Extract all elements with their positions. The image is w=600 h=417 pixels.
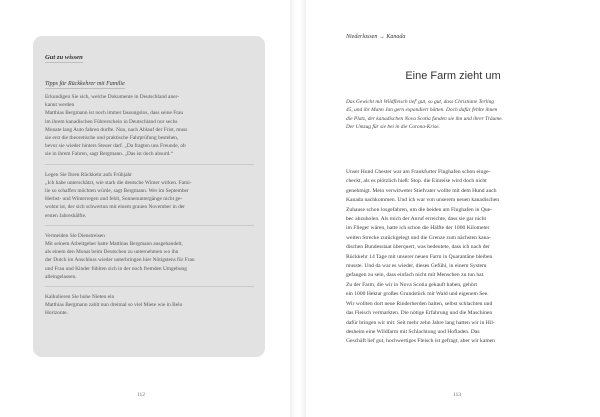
right-page [306,0,600,417]
text-line: Vermeiden Sie Dienstreisen [45,232,105,239]
text-line: Herbst- und Winterregen und fehlt, Sonnenuntergänge nicht ge- [45,196,183,203]
text-line: alleingelassen. [45,273,77,280]
info-box-heading: Gut zu wissen [45,54,83,61]
text-line: sie erst die theoretische und praktische Fahrprüfung bestehen, [45,135,179,142]
info-section [45,171,254,226]
running-head: Niederlassen → Kanada [346,34,406,40]
body-line: Zu der Farm, die wir in Nova Scotia gekauft haben, gehört [346,281,478,288]
info-section-text [45,93,254,159]
info-box-sections [45,72,254,323]
text-line: Legen Sie Ihren Rückkehr aufs Frühjahr [45,171,132,178]
body-line: Rückkehr 14 Tage mit unserer neuen Farm in Quarantäne bleiben [346,253,493,260]
body-line: musste. Und da war es wieder, dieses Gefühl, in einem System [346,263,487,270]
text-line: im ihrem kanadischen Führerschein in Deutschland nur sechs [45,118,178,125]
body-line: checkt, als es plötzlich hieß: Stop. die Einreise wird doch nicht [346,178,487,185]
text-line: und Frau und Kinder fühlten sich in der noch fremden Umgebung [45,265,187,272]
text-line: kannt werden [45,102,75,109]
body-line: genehmigt. Mein verwitweter Stiefvater wollte mit dem Hund auch [346,187,497,194]
body-text [346,168,568,347]
body-line: desheim eine Wildfarm mit Schlachtung und Hofladen. Das [346,328,480,335]
page-number-right: 113 [453,392,462,398]
info-box [33,36,265,357]
text-line: bevor sie wieder hinters Steuer darf. „Da fragten uns Freunde, ob [45,143,186,150]
text-line: wohnt ist, der sich schwertun mit einem grauen November in der [45,204,185,211]
text-line: Matthias Bergmann ist noch immer fassungslos, dass seine Frau [45,110,184,117]
info-section [45,72,254,165]
body-line: Zuhause schon losgefahren, um die beiden am Flughafen in Que- [346,206,493,213]
text-line: ersten Jahreshälfte. [45,212,87,219]
text-line: Erkundigen Sie sich, welche Dokumente in Deutschland aner- [45,94,180,100]
book-gutter [290,0,306,417]
body-line: dafür bringen wir mit: Seit mehr zehn Jahre lang hatten wir in Hil- [346,319,495,326]
text-line: „Ich habe unterschätzt, wie stark die deutsche Winter wirken. Fami- [45,179,192,186]
text-line: lie so schaffen möchten würde, sagt Bergmann. Wer im September [45,188,189,195]
left-page [0,0,290,417]
lead-line: die Platz, der kanadischen Nova Scotia fanden sie ihn und ihrer Träume. [346,115,503,122]
body-line: ein 1000 Hektar großes Grundstück mit Wald und eigenem See. [346,291,489,298]
body-line: Kanada nachkommen. Und ich war von unserem neuen kanadischen [346,197,499,204]
body-line: bec abzuholen. Als mich der Anruf erreichte, dass sie gar nicht [346,216,487,223]
info-section-title: Tipps für Rückkehrer mit Familie [45,81,125,87]
text-line: Kalkulieren Sie hohe Nieten ein [45,294,115,301]
body-line: das Fleisch vermarkten. Die nötige Erfahrung und die Maschinen [346,310,493,317]
info-section-text [45,171,254,220]
info-section [45,293,254,323]
body-line: Geschäft lief gut, hochwertiges Fleisch ist gefragt, aber wir kamen [346,338,495,345]
body-line: dischen Bundesstaat überquert, was bedeutete, dass ich nach der [346,244,490,251]
text-line: der Dutch im Anschluss wieder unterbringen hier Nötigstens für Frau [45,257,195,264]
text-line: sie in ihrem Fahren, sagt Bergmann. „Das ist doch absurd.“ [45,151,174,158]
lead-line: Das Gewicht mit Wildfleisch tief' gut, so gut, dass Christiane Terling [346,99,495,105]
info-section-text [45,232,254,281]
text-line: Monate lang Auto fahren durfte. Nun, nach Ablauf der Frist, muss [45,126,188,133]
body-line: im Flieger wären, hatte ich schon die Hälfte der 1000 Kilometer [346,225,490,232]
chapter-title: Eine Farm zieht um [405,70,501,82]
lead-line: Der Umzug für sie bei in die Corona-Krise. [346,124,440,131]
body-line: Unser Hund Chester war am Frankfurter Flughafen schon einge- [346,169,491,175]
lead-paragraph [346,98,568,132]
lead-line: 45, und ihr Mann Jan gern expandiert hätten. Doch dafür fehlte ihnen [346,107,498,114]
text-line: als einem den Monat beim Deutschen zu unternehmen wo ihn [45,249,179,256]
page-number-left: 112 [137,392,146,398]
body-line: gefangen zu sein, dass einfach nicht mit Menschen zu tun hat. [346,272,485,279]
info-section [45,232,254,287]
text-line: Matthias Bergmann zahlt nun dreimal so viel Miete wie in Belo [45,302,183,309]
body-line: weiten Strecke zurückgelegt und die Grenze zum nächsten kana- [346,234,491,241]
body-line: Wir wollten dort neue Rinderherden halten, selbst schlachten und [346,300,493,307]
text-line: Mit seinem Arbeitgeber hatte Matthias Bergmann ausgehandelt, [45,241,183,248]
text-line: Horizonte. [45,310,68,317]
info-section-text [45,293,254,318]
